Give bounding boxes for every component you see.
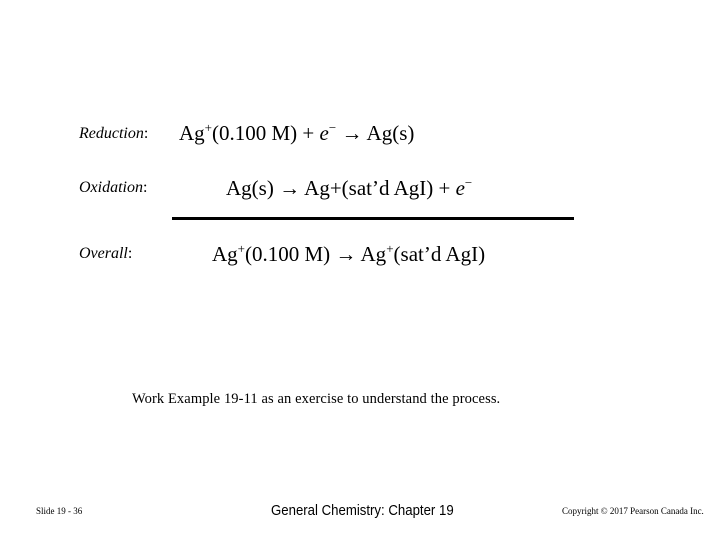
reduction-eq-c: → Ag(s): [336, 121, 415, 145]
oxidation-label-colon: :: [143, 179, 148, 196]
slide-number: Slide 19 - 36: [36, 506, 83, 516]
overall-label-text: Overall: [79, 245, 128, 262]
exercise-note: Work Example 19-11 as an exercise to understand the process.: [132, 391, 501, 407]
overall-eq-a: Ag: [212, 242, 238, 266]
sum-rule: [172, 217, 574, 220]
overall-equation: [212, 242, 485, 267]
oxidation-eq-a: Ag(s) → Ag+(sat’d AgI) +: [226, 176, 456, 200]
reduction-eq-sup2: −: [328, 120, 337, 135]
overall-eq-b: (0.100 M) → Ag: [245, 242, 387, 266]
reduction-label-text: Reduction: [79, 125, 144, 142]
reduction-eq-electron: e: [319, 121, 329, 145]
reduction-equation: [179, 121, 414, 146]
reduction-eq-b: (0.100 M) +: [212, 121, 320, 145]
oxidation-eq-sup: −: [464, 175, 473, 190]
oxidation-label-text: Oxidation: [79, 179, 143, 196]
reduction-eq-a: Ag: [179, 121, 205, 145]
reduction-label-colon: :: [143, 125, 149, 142]
reduction-eq-sup1: +: [204, 120, 213, 135]
overall-eq-c: (sat’d AgI): [393, 242, 486, 266]
copyright-notice: Copyright © 2017 Pearson Canada Inc.: [562, 506, 704, 516]
reduction-label: [79, 125, 148, 143]
overall-label: [79, 245, 132, 263]
oxidation-label: [79, 179, 147, 197]
oxidation-equation: [226, 176, 472, 201]
oxidation-eq-electron: e: [455, 176, 465, 200]
course-title: General Chemistry: Chapter 19: [271, 502, 454, 519]
overall-label-colon: :: [127, 245, 133, 262]
overall-eq-sup2: +: [386, 241, 394, 256]
overall-eq-sup1: +: [237, 241, 246, 256]
